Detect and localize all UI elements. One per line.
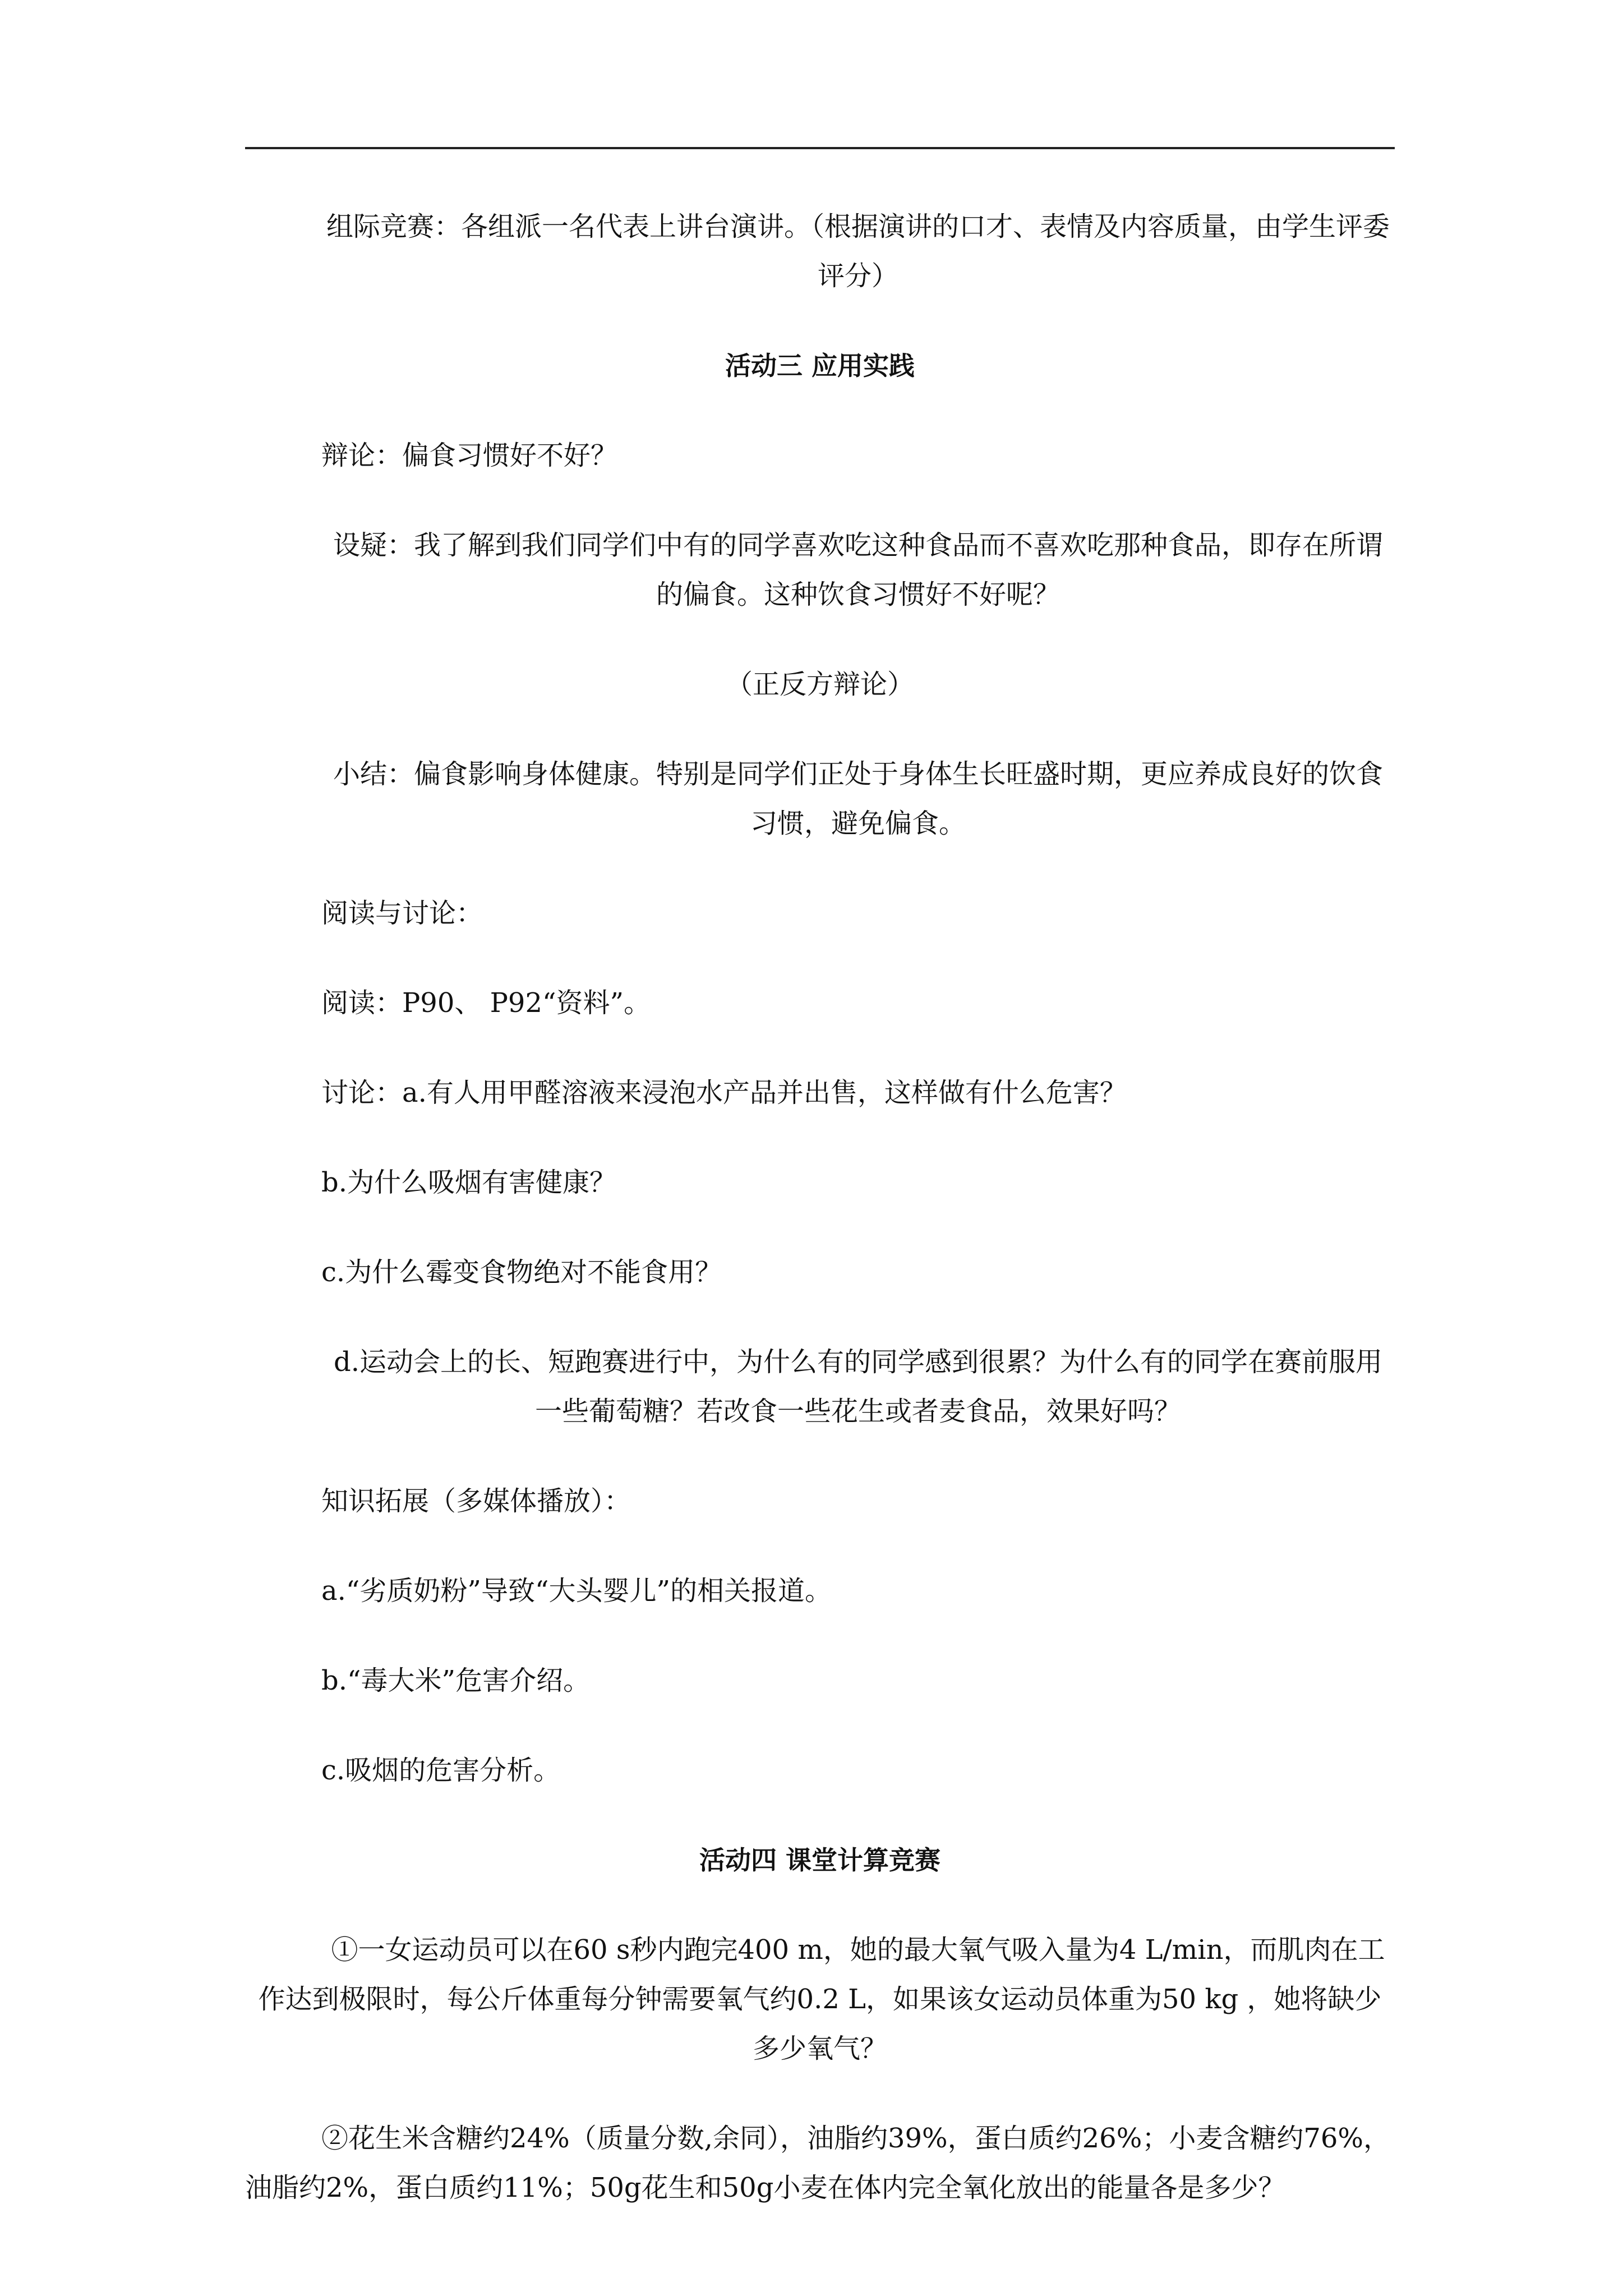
paragraph-discussion-a: 讨论：a.有人用甲醛溶液来浸泡水产品并出售，这样做有什么危害？	[321, 1077, 1127, 1108]
paragraph-calculation-2: ②花生米含糖约24%（质量分数,余同），油脂约39%，蛋白质约26%；小麦含糖约76%，油脂约2%，蛋白质约11%；50g花生和50g小麦在体内完全氧化放出的能量各是多少？	[245, 2123, 1391, 2203]
section-heading-activity-3: 活动三 应用实践	[725, 351, 915, 381]
paragraph-knowledge-extension-title: 知识拓展（多媒体播放）：	[321, 1485, 631, 1517]
paragraph-debate-note: （正反方辩论）	[725, 669, 914, 700]
paragraph-reading: 阅读：P90、 P92“资料”。	[321, 987, 651, 1019]
paragraph-reading-discussion-title: 阅读与讨论：	[321, 898, 483, 929]
paragraph-question-setup: 设疑：我了解到我们同学们中有的同学喜欢吃这种食品而不喜欢吃那种食品，即存在所谓的偏食。这种饮食习惯好不好呢？	[333, 530, 1383, 610]
paragraph-discussion-b: b.为什么吸烟有害健康？	[321, 1167, 616, 1198]
header-rule	[245, 147, 1395, 149]
paragraph-calculation-1: ①一女运动员可以在60 s秒内跑完400 m，她的最大氧气吸入量为4 L/min，而肌肉在工作达到极限时，每公斤体重每分钟需要氧气约0.2 L，如果该女运动员体重为50 kg ，她将缺少多少氧气？	[258, 1934, 1385, 2064]
paragraph-group-competition: 组际竞赛：各组派一名代表上讲台演讲。（根据演讲的口才、表情及内容质量，由学生评委评分）	[326, 211, 1390, 292]
section-heading-activity-4: 活动四 课堂计算竞赛	[699, 1845, 940, 1875]
paragraph-extension-b: b.“毒大米”危害介绍。	[321, 1665, 591, 1696]
paragraph-extension-c: c.吸烟的危害分析。	[321, 1755, 561, 1786]
paragraph-debate-question: 辩论：偏食习惯好不好？	[321, 440, 618, 471]
paragraph-extension-a: a.“劣质奶粉”导致“大头婴儿”的相关报道。	[321, 1575, 832, 1607]
paragraph-discussion-d: d.运动会上的长、短跑赛进行中，为什么有的同学感到很累？为什么有的同学在赛前服用一些葡萄糖？若改食一些花生或者麦食品，效果好吗？	[334, 1346, 1382, 1427]
paragraph-discussion-c: c.为什么霉变食物绝对不能食用？	[321, 1257, 722, 1288]
paragraph-summary: 小结：偏食影响身体健康。特别是同学们正处于身体生长旺盛时期，更应养成良好的饮食习惯，避免偏食。	[333, 758, 1383, 839]
document-body	[245, 202, 1395, 2212]
